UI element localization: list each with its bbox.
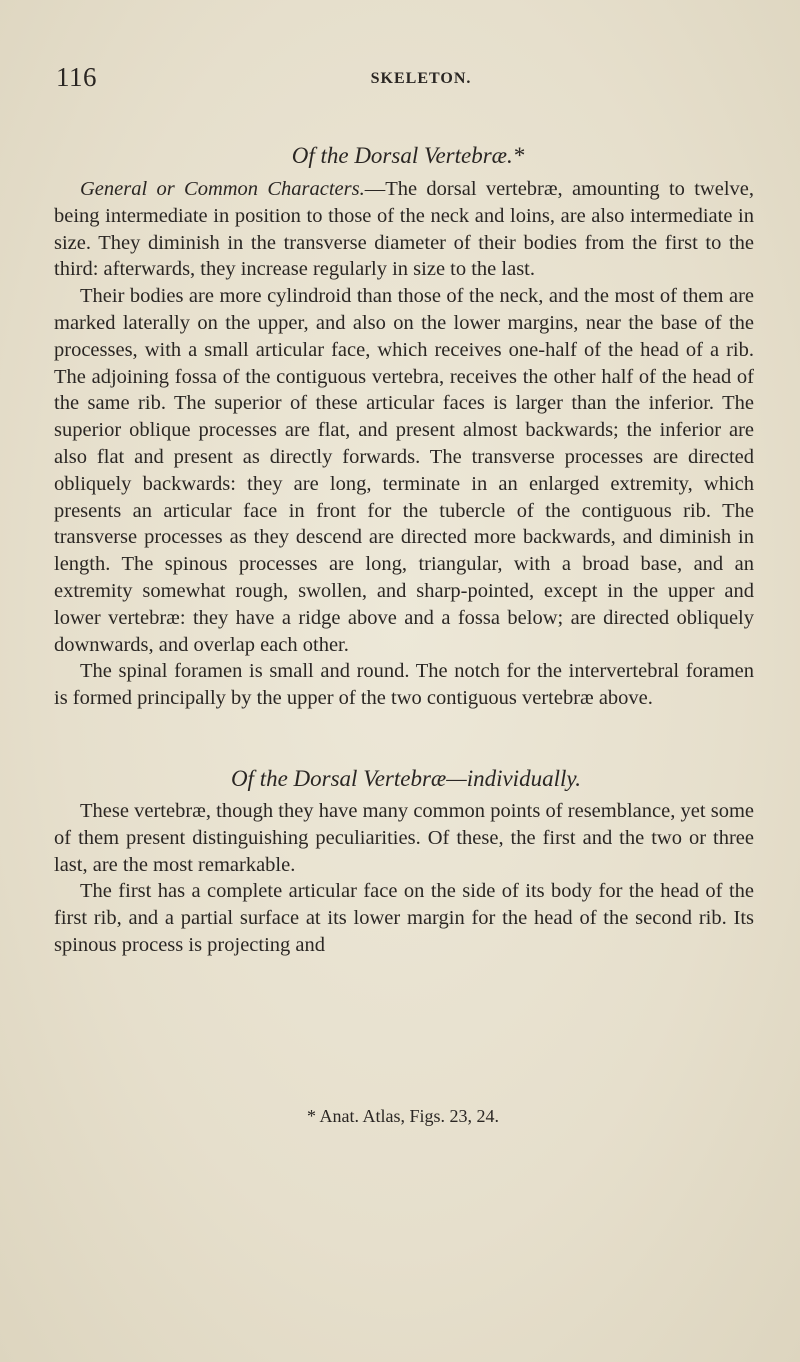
section-body-general-characters [54, 176, 754, 712]
page-number: 116 [56, 62, 97, 92]
paragraph: Their bodies are more cylindroid than those of the neck, and the most of them are marked laterally on the upper, and also on the lower margins, near the base of the processes, with a small articular face, which receives one-half of the head of a rib. The adjoining fossa of the contiguous vertebra, receives the other half of the head of the same rib. The superior of these articular faces is larger than the inferior. The superior oblique processes are flat, and present almost backwards; the inferior are also flat and present as directly forwards. The transverse processes are directed obliquely backwards: they are long, terminate in an enlarged extremity, which presents an articular face in front for the tubercle of the contiguous rib. The transverse processes as they descend are directed more backwards, and diminish in length. The spinous processes are long, triangular, with a broad base, and an extremity somewhat rough, swollen, and sharp-pointed, except in the upper and lower vertebræ: they have a ridge above and a fossa below; are directed obliquely downwards, and overlap each other. [54, 285, 754, 656]
section-title-individually: Of the Dorsal Vertebræ—individually. [230, 766, 582, 791]
paragraph-text: —The dorsal vertebræ, amounting to twelve, being intermediate in position to those of the neck and loins, are also intermediate in size. They diminish in the transverse diameter of their bodies from the first to the third: afterwards, they increase regularly in size to the last. [54, 178, 755, 281]
paragraph [54, 176, 754, 283]
paragraph: The spinal foramen is small and round. The notch for the intervertebral foramen is formed principally by the upper of the two contiguous vertebræ above. [54, 660, 754, 710]
footnote: * Anat. Atlas, Figs. 23, 24. [306, 1106, 499, 1126]
running-head: SKELETON. [370, 70, 472, 87]
page-header [56, 62, 756, 102]
section-body-individually [54, 798, 754, 959]
paragraph: The first has a complete articular face on the side of its body for the head of the first rib, and a partial surface at its lower margin for the head of the second rib. Its spinous process is projecting and [54, 880, 754, 956]
paragraph: These vertebræ, though they have many common points of resemblance, yet some of them present distinguishing peculiarities. Of these, the first and the two or three last, are the most remarkable. [54, 800, 754, 876]
paragraph-lead: General or Common Characters. [80, 178, 365, 200]
section-title-dorsal-vertebrae: Of the Dorsal Vertebræ.* [291, 143, 525, 168]
